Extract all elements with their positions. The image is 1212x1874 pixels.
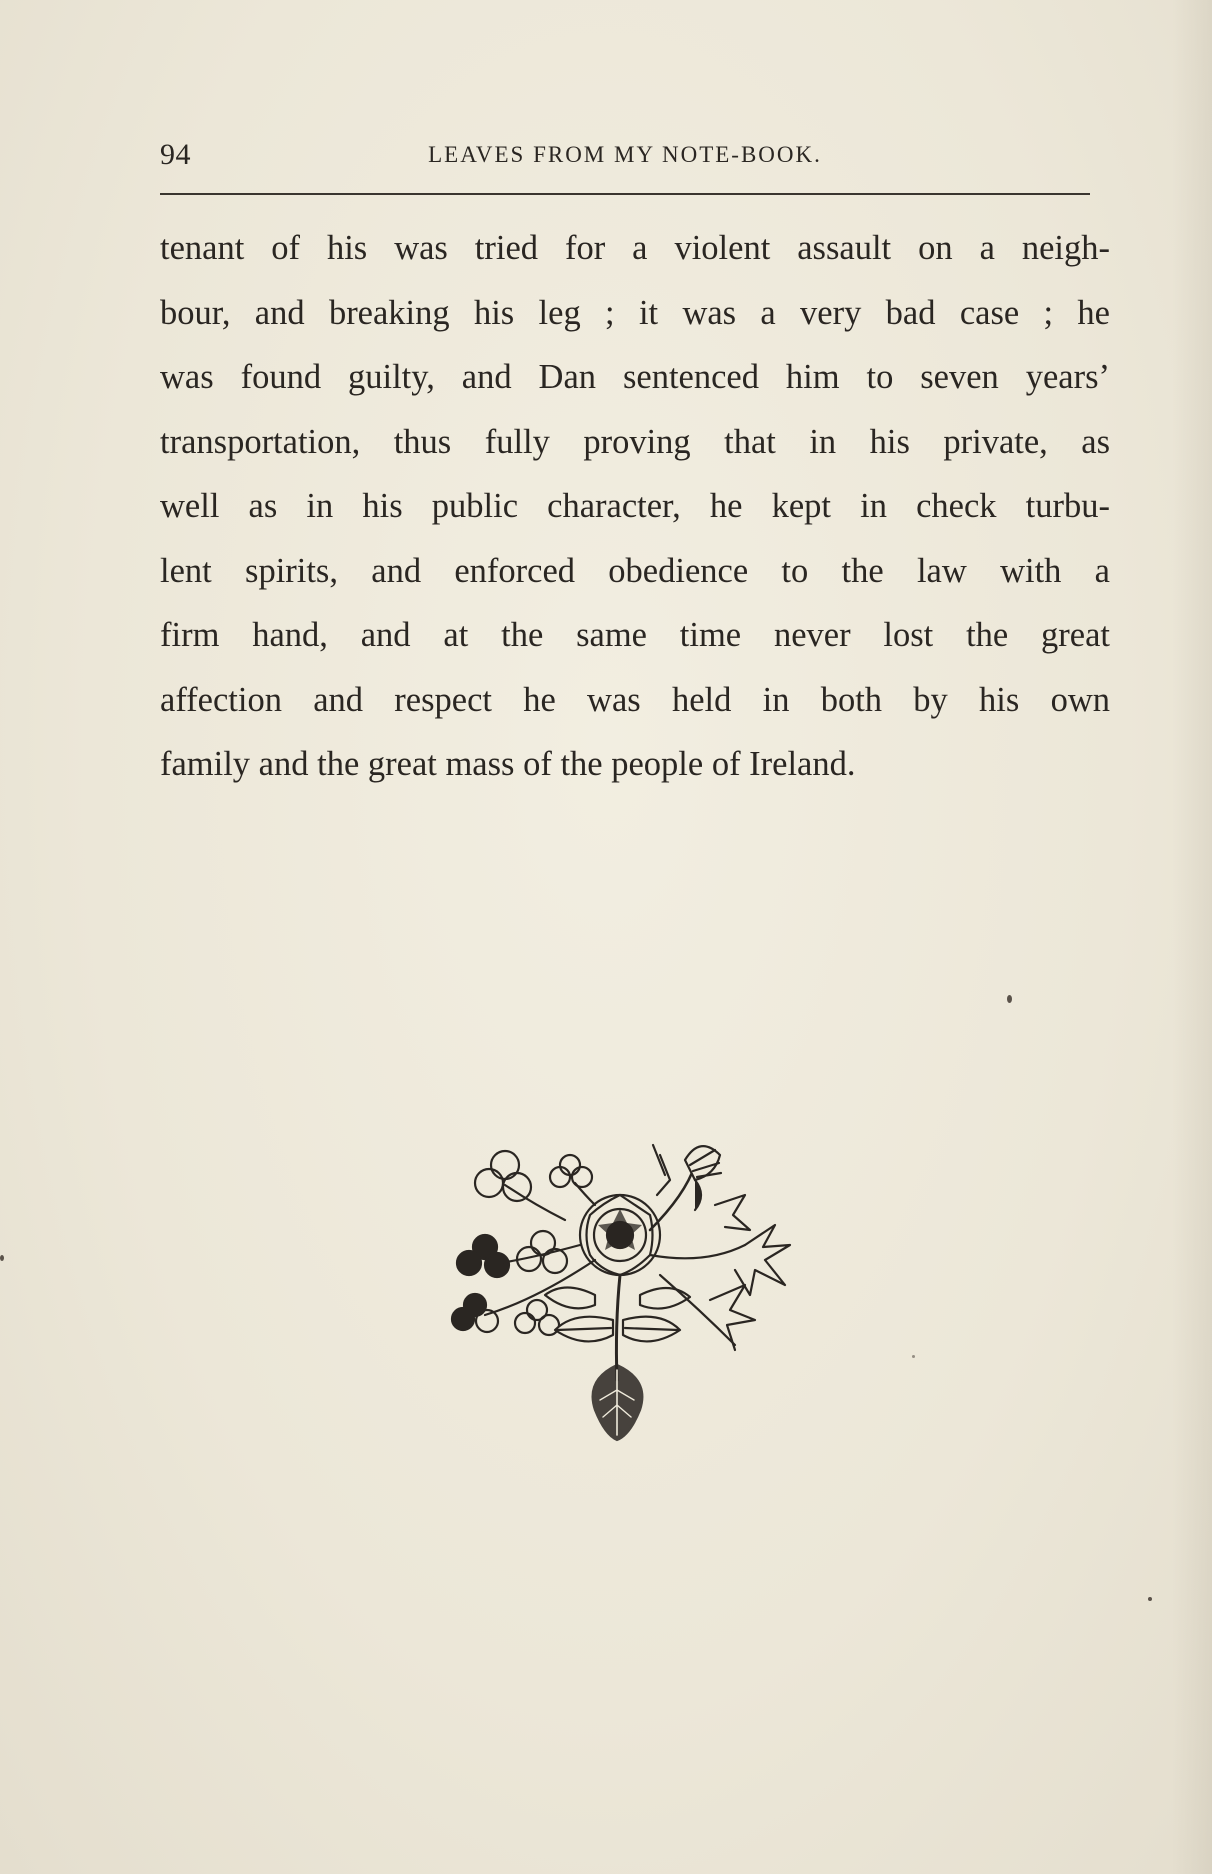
body-paragraph	[160, 216, 1110, 797]
ink-speck	[0, 1255, 4, 1261]
text-line: firm hand, and at the same time never lost the great	[160, 616, 1110, 654]
text-line: well as in his public character, he kept in check turbu-	[160, 487, 1110, 525]
text-line: transportation, thus fully proving that in his private, as	[160, 422, 1110, 461]
text-line: was found guilty, and Dan sentenced him to seven years’	[160, 358, 1110, 396]
header-rule	[160, 193, 1090, 195]
ink-speck	[912, 1355, 915, 1358]
text-line: affection and respect he was held in both by his own	[160, 680, 1110, 719]
thistle-icon	[650, 1145, 790, 1350]
text-line: family and the great mass of the people of Ireland.	[160, 745, 856, 783]
ink-speck	[1007, 995, 1012, 1003]
page-edge-shadow	[1172, 0, 1212, 1874]
floral-tailpiece-icon	[445, 1135, 815, 1445]
running-head	[160, 138, 1090, 178]
ink-speck	[1148, 1597, 1152, 1601]
text-line: bour, and breaking his leg ; it was a very bad case ; he	[160, 293, 1110, 332]
text-line: tenant of his was tried for a violent assault on a neigh-	[160, 229, 1110, 267]
text-line: lent spirits, and enforced obedience to the law with a	[160, 551, 1110, 590]
page-number: 94	[160, 138, 191, 171]
running-head-title: LEAVES FROM MY NOTE-BOOK.	[428, 142, 822, 167]
